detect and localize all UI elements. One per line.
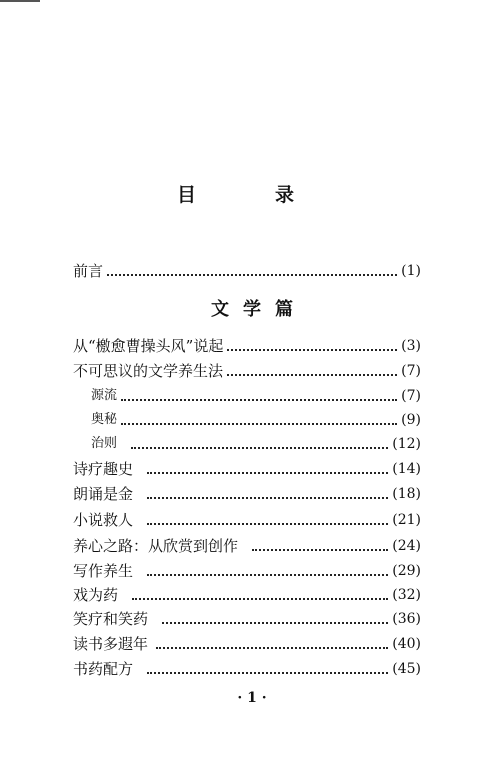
dot-leader bbox=[147, 671, 388, 674]
dot-leader bbox=[227, 348, 397, 351]
toc-entry-label: 笑疗和笑药 bbox=[73, 610, 149, 628]
toc-entry[interactable] bbox=[73, 584, 421, 606]
toc-entry-page: (29) bbox=[392, 563, 421, 579]
toc-entry-page: (14) bbox=[392, 461, 421, 477]
dot-leader bbox=[147, 522, 388, 525]
toc-entry-label: 治则 bbox=[91, 436, 118, 451]
toc-entry-page: (9) bbox=[401, 412, 421, 428]
toc-entry-page: (40) bbox=[392, 636, 421, 652]
title-char-right: 录 bbox=[275, 184, 295, 206]
dot-leader bbox=[252, 548, 388, 551]
toc-subentry[interactable] bbox=[91, 385, 421, 407]
dot-leader bbox=[147, 471, 388, 474]
toc-entry-label: 读书多遐年 bbox=[73, 635, 149, 653]
toc-entry-label: 不可思议的文学养生法 bbox=[73, 362, 224, 380]
toc-entry[interactable] bbox=[73, 509, 421, 531]
toc-entry-page: (3) bbox=[401, 338, 421, 354]
toc-entry-page: (18) bbox=[392, 486, 421, 502]
toc-entry[interactable] bbox=[73, 483, 421, 505]
toc-entry-page: (21) bbox=[392, 512, 421, 528]
toc-entry-label: 源流 bbox=[91, 388, 118, 403]
toc-subentry[interactable] bbox=[91, 433, 421, 455]
dot-leader bbox=[121, 422, 397, 425]
toc-entry-label: 朗诵是金 bbox=[73, 485, 134, 503]
section-heading: 文学篇 bbox=[211, 299, 307, 320]
dot-leader bbox=[147, 496, 388, 499]
toc-entry-label: 写作养生 bbox=[73, 562, 134, 580]
dot-leader bbox=[132, 597, 388, 600]
toc-entry-page: (12) bbox=[392, 436, 421, 452]
title-char-left: 目 bbox=[177, 184, 197, 206]
dot-leader bbox=[107, 273, 397, 276]
dot-leader bbox=[156, 646, 388, 649]
toc-entry-page: (7) bbox=[401, 363, 421, 379]
toc-entry-label: 书药配方 bbox=[73, 660, 134, 678]
toc-entry-label: 从“檄愈曹操头风”说起 bbox=[73, 337, 224, 355]
toc-entry-page: (7) bbox=[401, 388, 421, 404]
dot-leader bbox=[227, 373, 397, 376]
page-number: · 1 · bbox=[237, 690, 267, 706]
toc-entry-label: 戏为药 bbox=[73, 586, 119, 604]
toc-entry-label: 小说救人 bbox=[73, 511, 134, 529]
dot-leader bbox=[162, 621, 388, 624]
toc-entry[interactable] bbox=[73, 608, 421, 630]
toc-entry[interactable] bbox=[73, 335, 421, 357]
toc-entry-label: 诗疗趣史 bbox=[73, 460, 134, 478]
toc-entry-page: (36) bbox=[392, 611, 421, 627]
toc-entry[interactable] bbox=[73, 360, 421, 382]
toc-subentry[interactable] bbox=[91, 409, 421, 431]
toc-entry[interactable] bbox=[73, 658, 421, 680]
page-title bbox=[0, 183, 504, 213]
dot-leader bbox=[131, 446, 388, 449]
toc-entry[interactable] bbox=[73, 458, 421, 480]
toc-entry-page: (24) bbox=[392, 538, 421, 554]
toc-entry[interactable] bbox=[73, 633, 421, 655]
scan-edge-mark bbox=[0, 0, 40, 2]
toc-entry[interactable] bbox=[73, 535, 421, 557]
dot-leader bbox=[147, 573, 388, 576]
toc-entry-label: 奥秘 bbox=[91, 412, 118, 427]
toc-entry-page: (45) bbox=[392, 661, 421, 677]
toc-entry-label: 前言 bbox=[73, 262, 104, 280]
dot-leader bbox=[121, 398, 397, 401]
toc-entry[interactable] bbox=[73, 560, 421, 582]
toc-entry-page: (1) bbox=[401, 263, 421, 279]
toc-entry-page: (32) bbox=[392, 587, 421, 603]
toc-entry-label: 养心之路：从欣赏到创作 bbox=[73, 537, 239, 555]
toc-entry-preface[interactable] bbox=[73, 260, 421, 282]
